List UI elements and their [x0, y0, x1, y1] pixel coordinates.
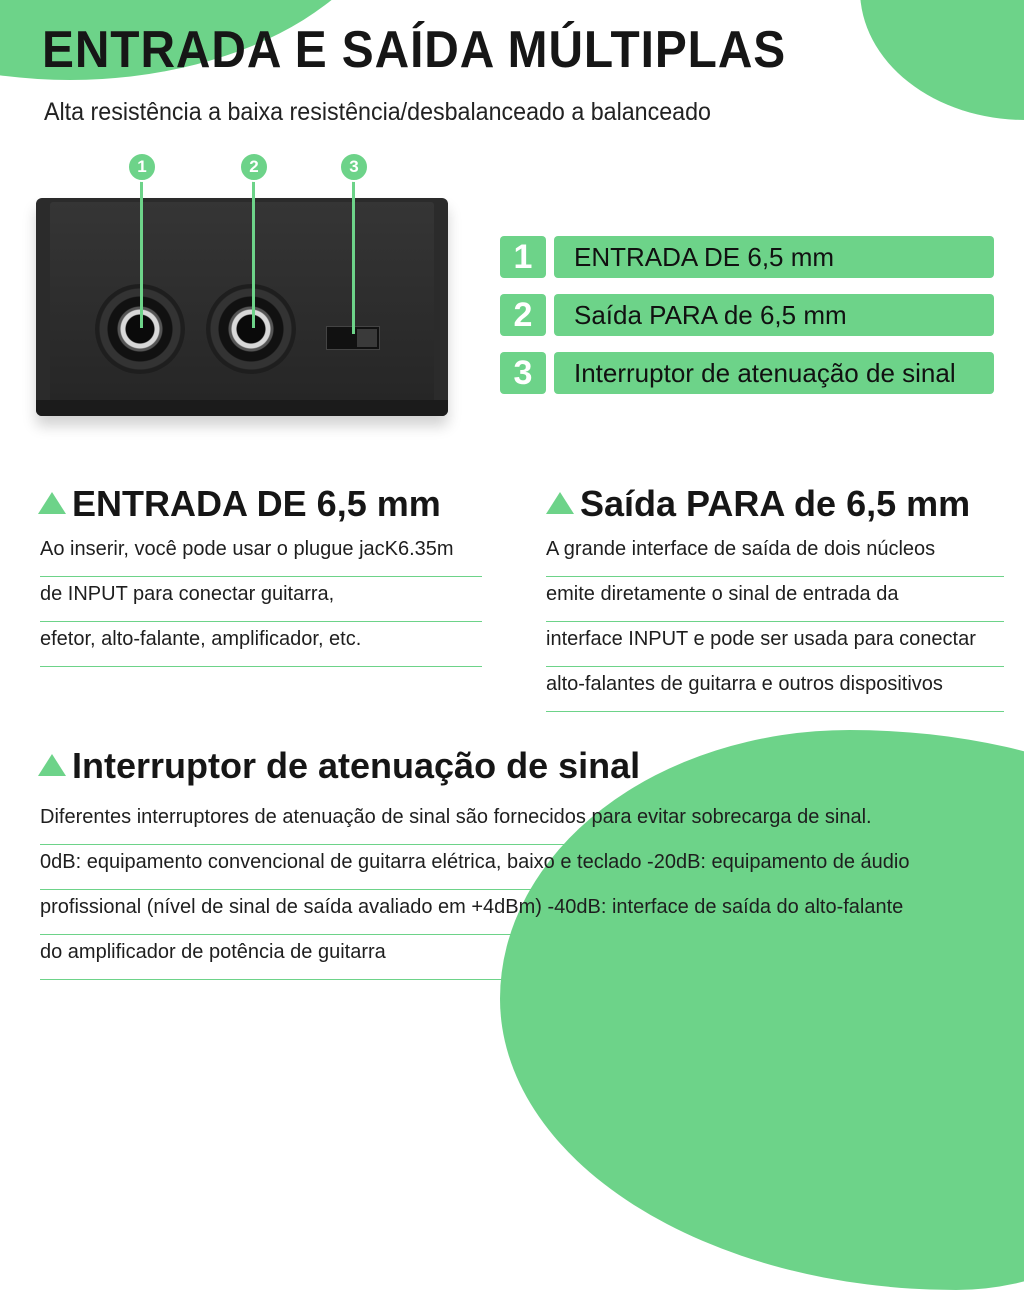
triangle-bullet-icon: [546, 492, 574, 514]
paragraph-line: Ao inserir, você pode usar o plugue jacK6.35m: [40, 532, 482, 577]
paragraph-line: alto-falantes de guitarra e outros dispositivos: [546, 667, 1004, 712]
page-title: ENTRADA E SAÍDA MÚLTIPLAS: [42, 21, 787, 79]
switch-section-heading-text: Interruptor de atenuação de sinal: [72, 745, 641, 786]
paragraph-line: 0dB: equipamento convencional de guitarra elétrica, baixo e teclado -20dB: equipamento de áudio: [40, 845, 980, 890]
legend-label: Interruptor de atenuação de sinal: [554, 352, 994, 394]
input-section-heading-text: ENTRADA DE 6,5 mm: [72, 483, 441, 524]
legend-number: 1: [500, 236, 546, 278]
callout-marker-1: 1: [127, 152, 157, 182]
legend-row-1: [500, 236, 994, 278]
callout-line-1: [140, 178, 143, 328]
input-section-heading: [38, 483, 441, 525]
switch-section-heading: [38, 745, 640, 787]
paragraph-line: Diferentes interruptores de atenuação de sinal são fornecidos para evitar sobrecarga de sinal.: [40, 800, 980, 845]
switch-knob: [357, 329, 377, 347]
legend-number: 3: [500, 352, 546, 394]
paragraph-line: emite diretamente o sinal de entrada da: [546, 577, 1004, 622]
callout-marker-2: 2: [239, 152, 269, 182]
legend-row-2: [500, 294, 994, 336]
paragraph-line: profissional (nível de sinal de saída avaliado em +4dBm) -40dB: interface de saída do alto-falante: [40, 890, 980, 935]
paragraph-line: A grande interface de saída de dois núcleos: [546, 532, 1004, 577]
page-subtitle: Alta resistência a baixa resistência/desbalanceado a balanceado: [44, 98, 711, 126]
paragraph-line: de INPUT para conectar guitarra,: [40, 577, 482, 622]
triangle-bullet-icon: [38, 754, 66, 776]
paragraph-line: do amplificador de potência de guitarra: [40, 935, 980, 980]
legend-label: Saída PARA de 6,5 mm: [554, 294, 994, 336]
callout-marker-3: 3: [339, 152, 369, 182]
output-jack: [206, 284, 296, 374]
input-section-text: [40, 532, 482, 672]
decorative-blob-top-right: [860, 0, 1024, 120]
callout-line-2: [252, 178, 255, 328]
output-section-heading-text: Saída PARA de 6,5 mm: [580, 483, 971, 524]
output-section-text: [546, 532, 1006, 718]
legend-label: ENTRADA DE 6,5 mm: [554, 236, 994, 278]
device-base: [36, 400, 448, 416]
legend-row-3: [500, 352, 994, 394]
paragraph-line: efetor, alto-falante, amplificador, etc.: [40, 622, 482, 667]
triangle-bullet-icon: [38, 492, 66, 514]
output-section-heading: [546, 483, 970, 525]
switch-section-text: [40, 800, 990, 986]
legend-number: 2: [500, 294, 546, 336]
callout-line-3: [352, 178, 355, 334]
paragraph-line: interface INPUT e pode ser usada para conectar: [546, 622, 1004, 667]
